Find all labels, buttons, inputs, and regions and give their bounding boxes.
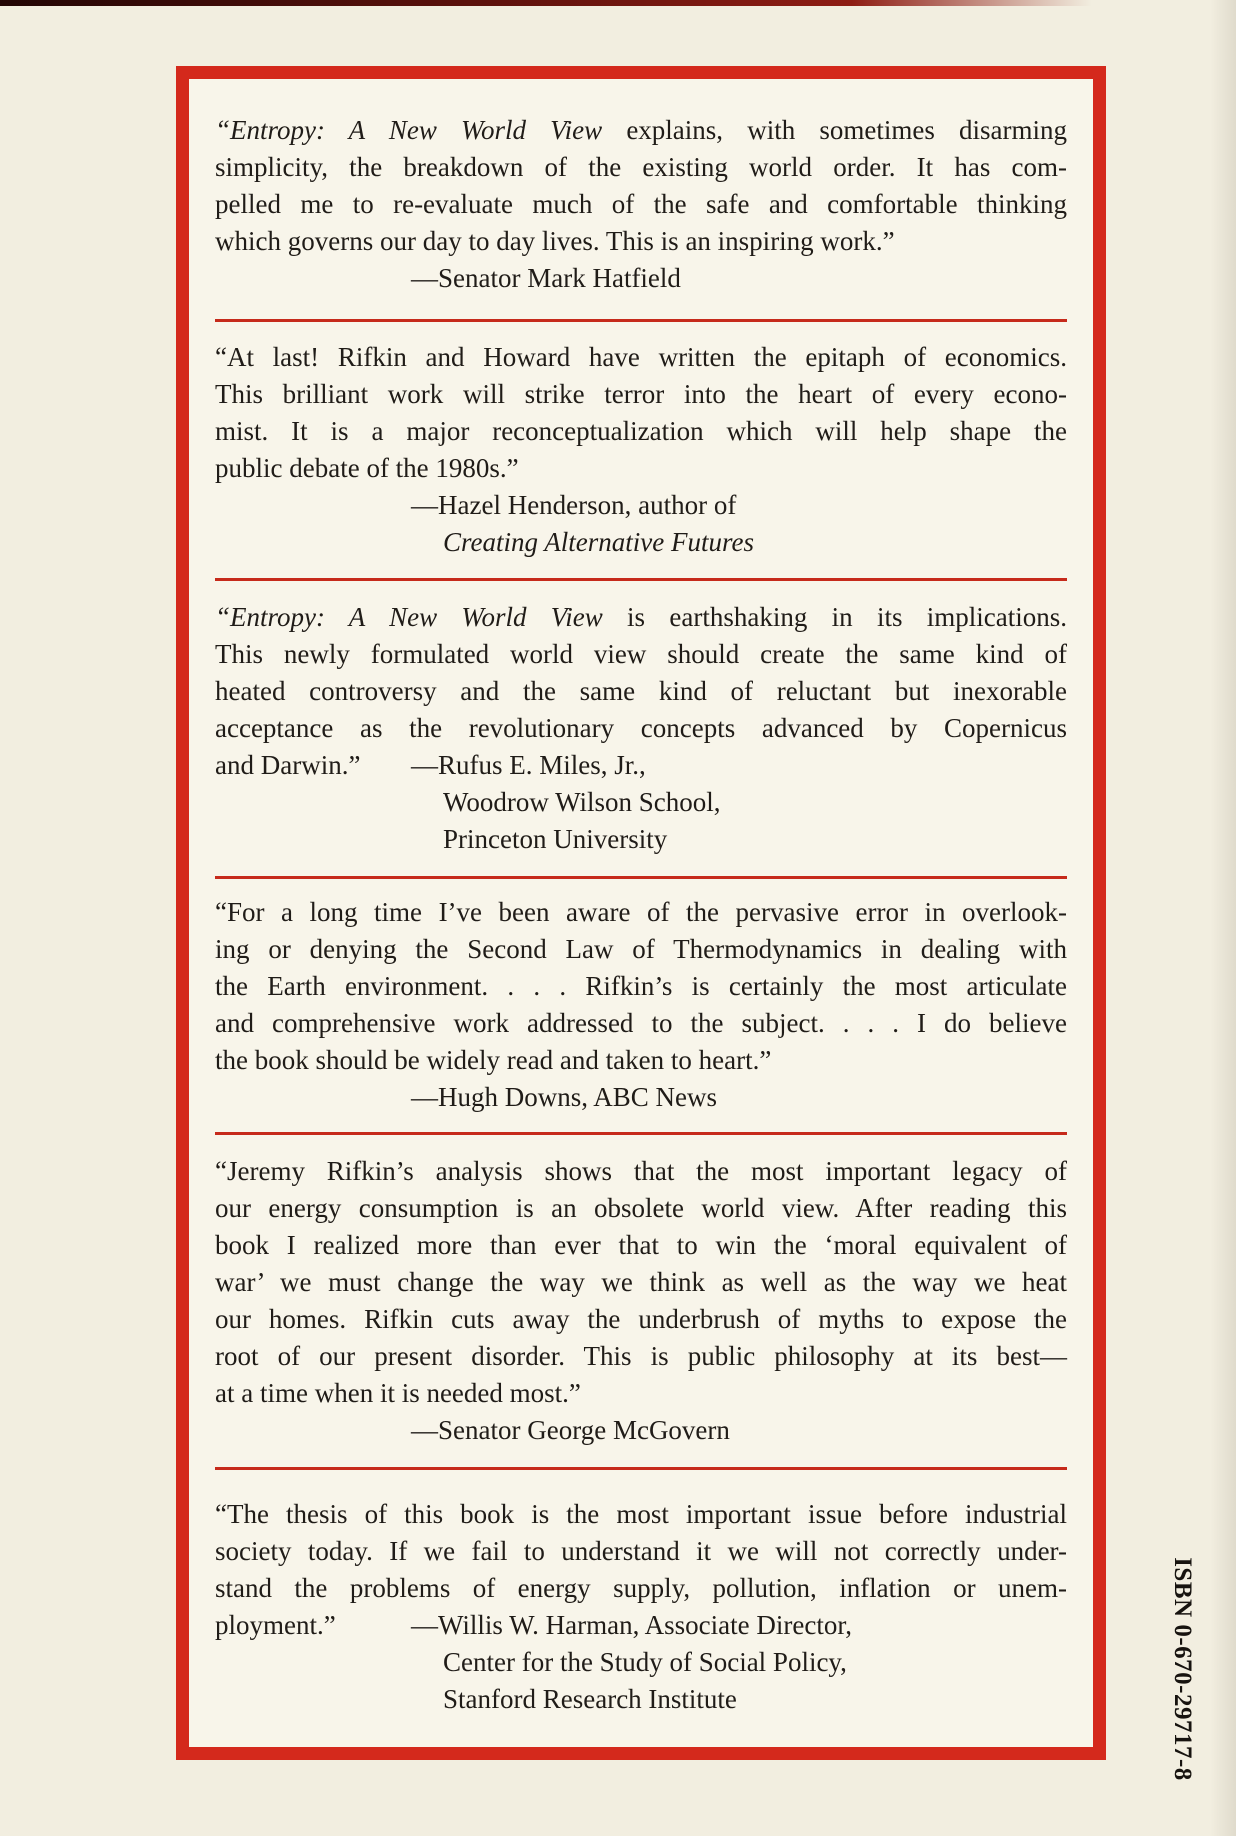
page-edge-shadow xyxy=(1210,0,1236,1836)
quote-line: acceptance as the revolutionary concepts advanced by Copernicus xyxy=(215,713,1067,743)
attribution-line: Center for the Study of Social Policy, xyxy=(443,1647,847,1677)
quote-section-henderson xyxy=(215,322,1067,578)
quote-line: pelled me to re-evaluate much of the safe and comfortable thinking xyxy=(215,189,1067,219)
quote-line: our homes. Rifkin cuts away the underbrush of myths to expose the xyxy=(215,1304,1067,1334)
quote-line: the Earth environment. . . . Rifkin’s is certainly the most articulate xyxy=(215,971,1067,1001)
quote-line: heated controversy and the same kind of reluctant but inexorable xyxy=(215,676,1067,706)
quote-tail: and Darwin.” xyxy=(215,750,361,780)
attribution: —Senator Mark Hatfield xyxy=(411,263,681,293)
quote-line: our energy consumption is an obsolete world view. After reading this xyxy=(215,1193,1067,1223)
quote-tail-row xyxy=(215,747,1067,784)
quote-line xyxy=(215,112,1067,149)
attribution: —Hazel Henderson, author of xyxy=(411,490,737,520)
quote-line: public debate of the 1980s.” xyxy=(215,453,519,483)
quote-line: which governs our day to day lives. This is an inspiring work.” xyxy=(215,226,895,256)
page-top-red-strip xyxy=(0,0,1092,6)
isbn-label: ISBN 0-670-29717-8 xyxy=(1169,1557,1196,1781)
book-title-italic: “Entropy: A New World View xyxy=(215,115,603,145)
attribution-line: Princeton University xyxy=(443,824,668,854)
quote-line: stand the problems of energy supply, pollution, inflation or unem- xyxy=(215,1573,1067,1603)
attribution: —Rufus E. Miles, Jr., xyxy=(411,750,646,780)
quote-line-rest: is earthshaking in its implications. xyxy=(602,602,1067,632)
quote-line xyxy=(215,599,1067,636)
attribution: —Senator George McGovern xyxy=(411,1415,730,1445)
quote-line: and comprehensive work addressed to the subject. . . . I do believe xyxy=(215,1008,1067,1038)
attribution-line: Woodrow Wilson School, xyxy=(443,787,721,817)
quote-section-harman xyxy=(215,1470,1067,1718)
quote-section-miles xyxy=(215,581,1067,876)
book-title-italic: “Entropy: A New World View xyxy=(215,602,603,632)
attribution: —Hugh Downs, ABC News xyxy=(411,1082,718,1112)
review-quotes-panel xyxy=(176,66,1106,1760)
quote-line: This brilliant work will strike terror into the heart of every econo- xyxy=(215,379,1067,409)
quote-tail: ployment.” xyxy=(215,1610,336,1640)
attribution-book-title: Creating Alternative Futures xyxy=(443,527,754,557)
quote-line-rest: explains, with sometimes disarming xyxy=(602,115,1067,145)
quote-line: root of our present disorder. This is public philosophy at its best— xyxy=(215,1341,1067,1371)
quote-line: society today. If we fail to understand it we will not correctly under- xyxy=(215,1536,1067,1566)
quote-line: war’ we must change the way we think as well as the way we heat xyxy=(215,1267,1067,1297)
quote-section-hatfield xyxy=(215,79,1067,319)
quote-line: “Jeremy Rifkin’s analysis shows that the most important legacy of xyxy=(215,1156,1067,1186)
quote-line: This newly formulated world view should create the same kind of xyxy=(215,639,1067,669)
attribution-line: Stanford Research Institute xyxy=(443,1684,737,1714)
quote-line: at a time when it is needed most.” xyxy=(215,1378,581,1408)
attribution: —Willis W. Harman, Associate Director, xyxy=(411,1610,852,1640)
quote-line: simplicity, the breakdown of the existing world order. It has com- xyxy=(215,152,1067,182)
quote-tail-row xyxy=(215,1607,1067,1644)
quote-line: mist. It is a major reconceptualization which will help shape the xyxy=(215,416,1067,446)
quote-line: “For a long time I’ve been aware of the pervasive error in overlook- xyxy=(215,897,1067,927)
quote-line: “The thesis of this book is the most important issue before industrial xyxy=(215,1499,1067,1529)
quote-line: book I realized more than ever that to win the ‘moral equivalent of xyxy=(215,1230,1067,1260)
quote-line: the book should be widely read and taken to heart.” xyxy=(215,1045,772,1075)
quote-section-mcgovern xyxy=(215,1135,1067,1467)
quote-section-downs xyxy=(215,879,1067,1132)
quote-line: ing or denying the Second Law of Thermodynamics in dealing with xyxy=(215,934,1067,964)
quote-line: “At last! Rifkin and Howard have written the epitaph of economics. xyxy=(215,342,1067,372)
